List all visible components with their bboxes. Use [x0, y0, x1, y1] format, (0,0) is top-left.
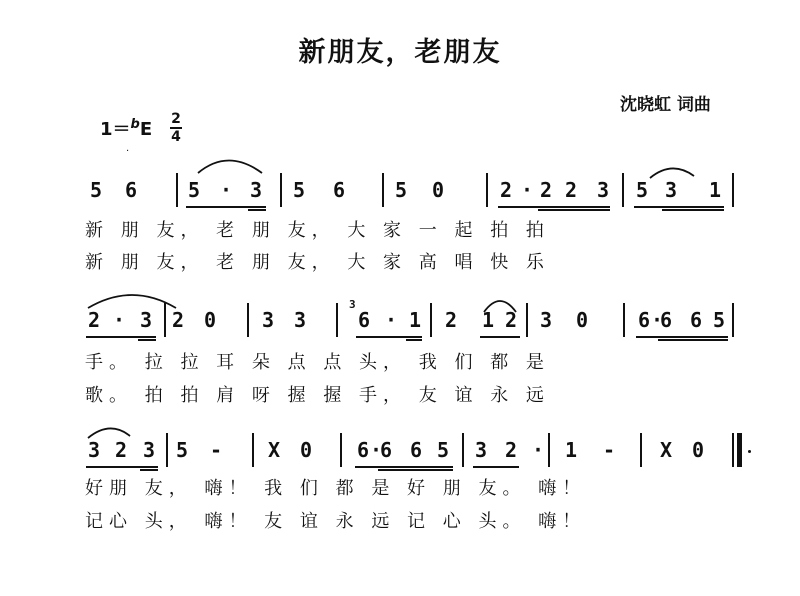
note: - — [603, 438, 616, 462]
note: 3 — [475, 438, 488, 462]
note: 0 — [300, 438, 313, 462]
note: 5 — [395, 178, 408, 202]
note: 6 — [358, 308, 371, 332]
note: 2 — [505, 308, 518, 332]
note: 0 — [204, 308, 217, 332]
note: 6 — [410, 438, 423, 462]
note: · — [113, 308, 126, 332]
note: 5 — [293, 178, 306, 202]
grace-note: 3 — [349, 298, 356, 311]
author-credit: 沈晓虹 词曲 — [620, 95, 711, 115]
time-signature-bottom: 4 — [171, 129, 181, 145]
note: 5 — [713, 308, 726, 332]
key-letter: E — [139, 119, 153, 140]
note: 2 — [500, 178, 513, 202]
note: 6 — [380, 438, 393, 462]
note: X — [660, 438, 673, 462]
note: 1 — [409, 308, 422, 332]
note: 1 — [482, 308, 495, 332]
note: 6 — [125, 178, 138, 202]
lyrics-row-1-verse-1: 新 朋 友， 老 朋 友， 大 家 一 起 拍 拍 — [85, 220, 550, 241]
note: 2 — [172, 308, 185, 332]
note: - — [210, 438, 223, 462]
note: 3 — [665, 178, 678, 202]
note: 5 — [437, 438, 450, 462]
note: · — [220, 178, 233, 202]
stray-mark: · — [126, 146, 130, 157]
note: 0 — [432, 178, 445, 202]
note: 3 — [250, 178, 263, 202]
note: 6 — [333, 178, 346, 202]
note: 2 — [505, 438, 518, 462]
key-prefix: 1＝ — [100, 119, 131, 140]
note: 6 — [690, 308, 703, 332]
note: 3 — [88, 438, 101, 462]
lyrics-row-1-verse-2: 新 朋 友， 老 朋 友， 大 家 高 唱 快 乐 — [85, 252, 550, 273]
note: 3 — [597, 178, 610, 202]
note: 0 — [576, 308, 589, 332]
note: · — [532, 438, 545, 462]
note: 6 — [660, 308, 673, 332]
note: 5 — [90, 178, 103, 202]
note: · — [651, 308, 664, 332]
note: 5 — [636, 178, 649, 202]
note: 1 — [565, 438, 578, 462]
lyrics-row-3-verse-2: 记心 头， 嗨！ 友 谊 永 远 记 心 头。 嗨！ — [85, 511, 587, 532]
note: · — [521, 178, 534, 202]
note: 3 — [262, 308, 275, 332]
lyrics-row-2-verse-2: 歌。 拍 拍 肩 呀 握 握 手， 友 谊 永 远 — [85, 385, 550, 406]
note: 1 — [709, 178, 722, 202]
note: 2 — [88, 308, 101, 332]
note: 2 — [540, 178, 553, 202]
note: 5 — [176, 438, 189, 462]
note: 2 — [565, 178, 578, 202]
note: X — [268, 438, 281, 462]
note: 3 — [140, 308, 153, 332]
note: 0 — [692, 438, 705, 462]
song-title: 新朋友，老朋友 — [298, 37, 502, 68]
note: 2 — [115, 438, 128, 462]
note: 2 — [445, 308, 458, 332]
note: 3 — [294, 308, 307, 332]
note: 5 — [188, 178, 201, 202]
time-signature-top: 2 — [171, 111, 181, 127]
note: · — [385, 308, 398, 332]
flat-sign: b — [130, 117, 140, 132]
note: 6 — [357, 438, 370, 462]
note: 3 — [143, 438, 156, 462]
note: 3 — [540, 308, 553, 332]
lyrics-row-3-verse-1: 好朋 友， 嗨！ 我 们 都 是 好 朋 友。 嗨！ — [85, 478, 587, 499]
lyrics-row-2-verse-1: 手。 拉 拉 耳 朵 点 点 头， 我 们 都 是 — [85, 352, 550, 373]
note: 6 — [638, 308, 651, 332]
note: · — [370, 438, 383, 462]
